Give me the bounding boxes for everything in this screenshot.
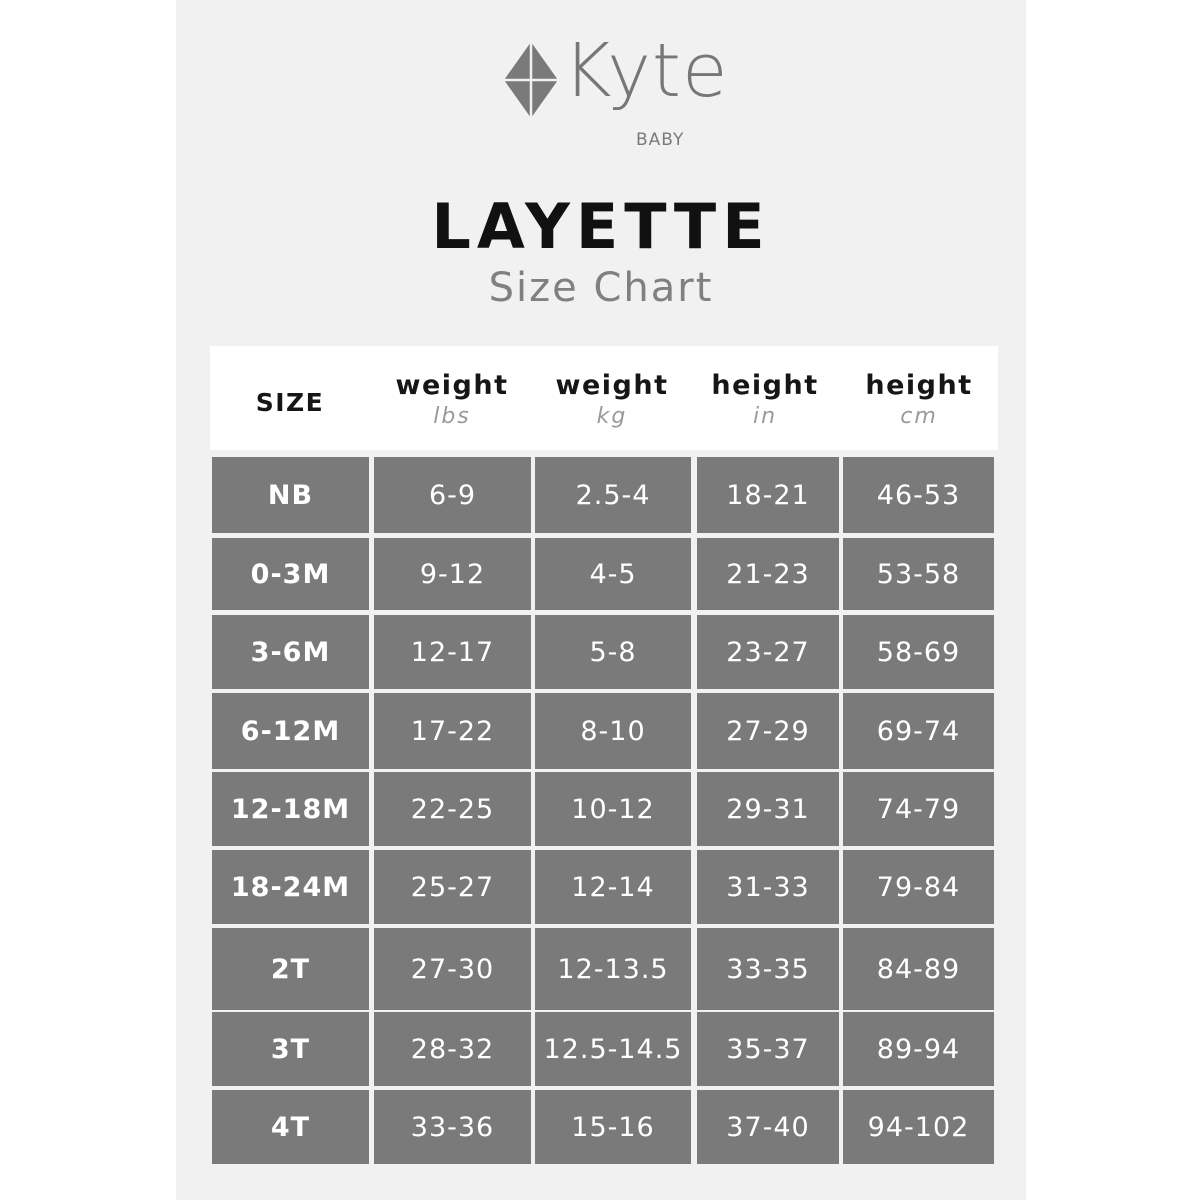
header-label: weight: [555, 370, 669, 401]
table-cell-height-in: 23-27: [697, 615, 839, 689]
header-label: height: [865, 370, 973, 401]
table-cell-weight-lbs: 27-30: [374, 928, 531, 1010]
table-cell-weight-lbs: 25-27: [374, 850, 531, 924]
table-cell-weight-kg: 5-8: [535, 615, 691, 689]
page-subtitle: Size Chart: [488, 265, 714, 311]
table-cell-height-cm: 79-84: [843, 850, 994, 924]
table-cell-height-in: 33-35: [697, 928, 839, 1010]
table-cell-height-in: 18-21: [697, 457, 839, 533]
table-cell-height-in: 29-31: [697, 772, 839, 846]
table-cell-weight-kg: 12-14: [535, 850, 691, 924]
kite-icon: [501, 40, 561, 120]
table-cell-height-cm: 69-74: [843, 693, 994, 769]
table-cell-size: 3T: [212, 1012, 369, 1086]
header-unit: kg: [596, 404, 628, 429]
table-cell-size: 12-18M: [212, 772, 369, 846]
table-cell-height-in: 21-23: [697, 538, 839, 610]
table-cell-weight-lbs: 12-17: [374, 615, 531, 689]
table-cell-weight-lbs: 28-32: [374, 1012, 531, 1086]
header-height-cm: [840, 346, 998, 450]
table-cell-height-cm: 89-94: [843, 1012, 994, 1086]
table-cell-height-in: 31-33: [697, 850, 839, 924]
table-cell-size: 2T: [212, 928, 369, 1010]
size-chart-page: [176, 0, 1026, 1200]
header-size: [210, 346, 370, 450]
table-cell-size: 6-12M: [212, 693, 369, 769]
table-cell-weight-kg: 12-13.5: [535, 928, 691, 1010]
table-cell-height-cm: 84-89: [843, 928, 994, 1010]
page-title: LAYETTE: [431, 190, 771, 263]
table-cell-height-in: 35-37: [697, 1012, 839, 1086]
header-label: height: [711, 370, 819, 401]
header-unit: lbs: [433, 404, 471, 429]
header-label: SIZE: [255, 388, 325, 417]
table-cell-weight-lbs: 17-22: [374, 693, 531, 769]
header-unit: in: [752, 404, 778, 429]
table-cell-weight-lbs: 33-36: [374, 1090, 531, 1164]
header-height-in: [694, 346, 836, 450]
table-cell-weight-kg: 15-16: [535, 1090, 691, 1164]
table-cell-weight-kg: 12.5-14.5: [535, 1012, 691, 1086]
table-cell-size: 3-6M: [212, 615, 369, 689]
header-unit: cm: [900, 404, 938, 429]
logo-wordmark: Kyte: [563, 28, 729, 114]
table-cell-weight-kg: 2.5-4: [535, 457, 691, 533]
header-label: weight: [395, 370, 509, 401]
table-cell-size: 18-24M: [212, 850, 369, 924]
table-cell-weight-kg: 10-12: [535, 772, 691, 846]
logo-subtext: BABY: [636, 130, 685, 150]
table-cell-height-cm: 53-58: [843, 538, 994, 610]
table-cell-height-cm: 74-79: [843, 772, 994, 846]
header-weight-lbs: [374, 346, 530, 450]
table-cell-size: NB: [212, 457, 369, 533]
table-cell-weight-lbs: 22-25: [374, 772, 531, 846]
table-cell-weight-kg: 4-5: [535, 538, 691, 610]
table-cell-weight-lbs: 6-9: [374, 457, 531, 533]
table-cell-height-cm: 58-69: [843, 615, 994, 689]
table-header: [210, 346, 998, 450]
table-cell-height-cm: 46-53: [843, 457, 994, 533]
table-cell-height-cm: 94-102: [843, 1090, 994, 1164]
table-cell-height-in: 37-40: [697, 1090, 839, 1164]
table-cell-weight-kg: 8-10: [535, 693, 691, 769]
table-cell-height-in: 27-29: [697, 693, 839, 769]
table-cell-weight-lbs: 9-12: [374, 538, 531, 610]
table-cell-size: 0-3M: [212, 538, 369, 610]
kyte-baby-logo: [501, 28, 729, 155]
header-weight-kg: [534, 346, 690, 450]
table-cell-size: 4T: [212, 1090, 369, 1164]
